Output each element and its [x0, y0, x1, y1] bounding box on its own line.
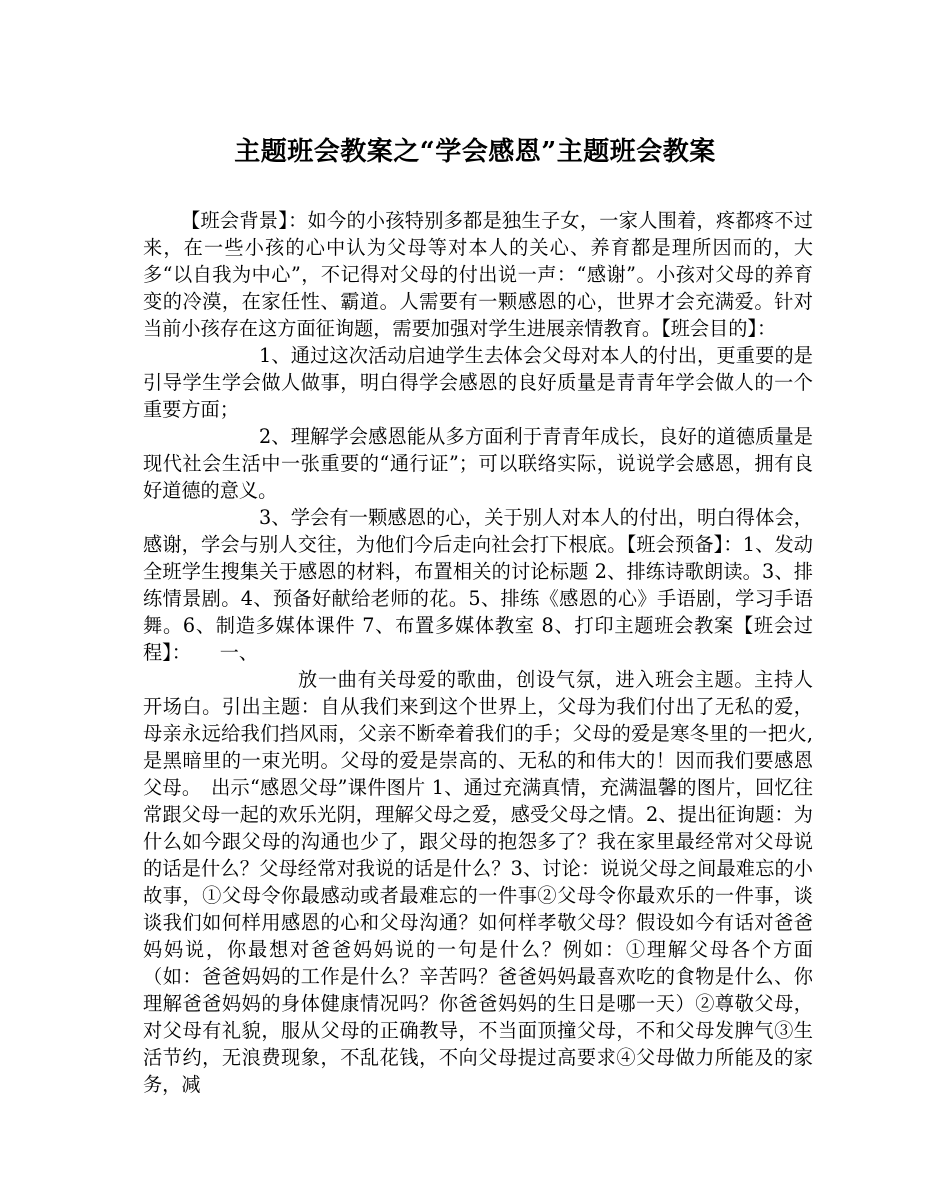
document-title: 主题班会教案之“学会感恩”主题班会教案	[234, 137, 716, 167]
paragraph-process: 放一曲有关母爱的歌曲，创设气氛，进入班会主题。主持人开场白。引出主题：自从我们来到这个世界上，父母为我们付出了无私的爱，母亲永远给我们挡风雨，父亲不断牵着我们的手；父母的爱是寒冬里的一把火,是黑暗里的一束光明。父母的爱是崇高的、无私的和伟大的！因而我们要感恩父母。 出示“感恩父母”课件图片 1、通过充满真情，充满温馨的图片，回忆往常跟父母一起的欢乐光阴，理解父母之爱，感受父母之情。2、提出征询题：为什么如今跟父母的沟通也少了，跟父母的抱怨多了？我在家里最经常对父母说的话是什么？父母经常对我说的话是什么？3、讨论：说说父母之间最难忘的小故事，①父母令你最感动或者最难忘的一件事②父母令你最欢乐的一件事，谈谈我们如何样用感恩的心和父母沟通？如何样孝敬父母？假设如今有话对爸爸妈妈说，你最想对爸爸妈妈说的一句是什么？例如：①理解父母各个方面（如：爸爸妈妈的工作是什么？辛苦吗？爸爸妈妈最喜欢吃的食物是什么、你理解爸爸妈妈的身体健康情况吗？你爸爸妈妈的生日是哪一天）②尊敬父母，对父母有礼貌，服从父母的正确教导，不当面顶撞父母，不和父母发脾气③生活节约，无浪费现象，不乱花钱，不向父母提过高要求④父母做力所能及的家务，减	[143, 668, 813, 1096]
document-body	[143, 207, 813, 1098]
paragraph-goal-2: 2、理解学会感恩能从多方面利于青青年成长，良好的道德质量是现代社会生活中一张重要的“通行证”；可以联络实际，说说学会感恩，拥有良好道德的意义。	[143, 425, 813, 502]
paragraph-goal-1: 1、通过这次活动启迪学生去体会父母对本人的付出，更重要的是引导学生学会做人做事，明白得学会感恩的良好质量是青青年学会做人的一个重要方面；	[143, 344, 813, 421]
paragraph-background: 【班会背景】：如今的小孩特别多都是独生子女，一家人围着，疼都疼不过来，在一些小孩的心中认为父母等对本人的关心、养育都是理所因而的，大多“以自我为中心”，不记得对父母的付出说一声：“感谢”。小孩对父母的养育变的冷漠，在家任性、霸道。人需要有一颗感恩的心，世界才会充满爱。针对当前小孩存在这方面征询题，需要加强对学生进展亲情教育。【班会目的】：	[143, 209, 813, 340]
paragraph-goal-3-preparation: 3、学会有一颗感恩的心，关于别人对本人的付出，明白得体会，感谢，学会与别人交往，为他们今后走向社会打下根底。【班会预备】：1、发动全班学生搜集关于感恩的材料，布置相关的讨论标题 2、排练诗歌朗读。3、排练情景剧。4、预备好献给老师的花。5、排练《感恩的心》手语剧，学习手语舞。6、制造多媒体课件 7、布置多媒体教室 8、打印主题班会教案【班会过程】： 一、	[143, 506, 813, 664]
